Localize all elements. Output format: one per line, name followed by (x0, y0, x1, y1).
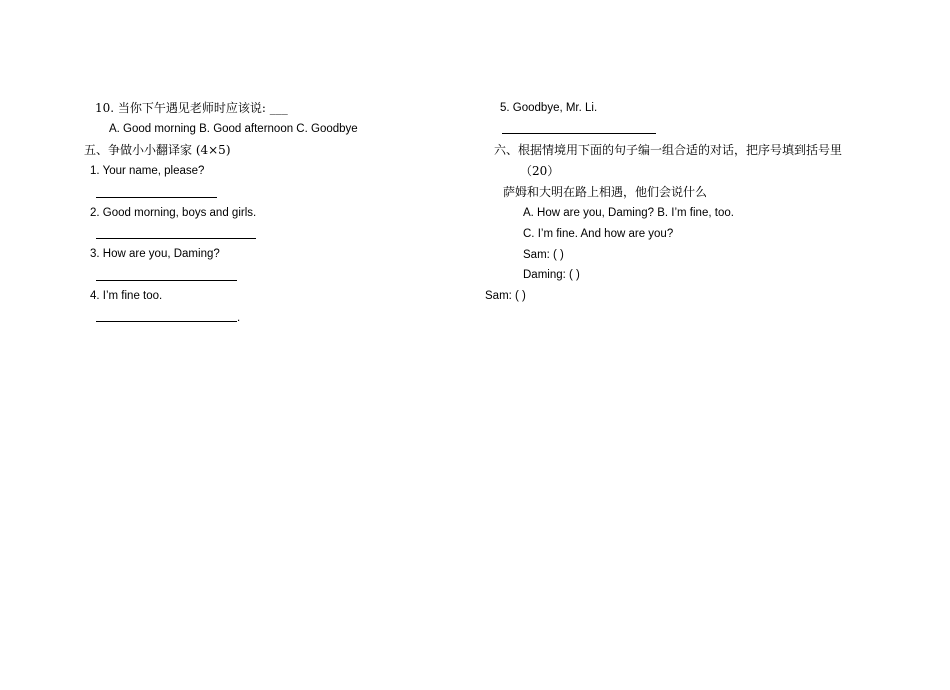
section-5-title: 五、争做小小翻译家 (4×5) (84, 143, 231, 157)
translate-item-2: 2. Good morning, boys and girls. (90, 207, 257, 219)
translate-item-1: 1. Your name, please? (90, 165, 205, 177)
dialogue-line-sam-1: Sam: ( ) (523, 249, 564, 261)
dialogue-line-sam-2: Sam: ( ) (485, 290, 526, 302)
question-10: 10. 当你下午遇见老师时应该说: ___ (95, 101, 288, 115)
answer-blank-3 (96, 280, 237, 281)
translate-item-5: 5. Goodbye, Mr. Li. (500, 102, 598, 114)
scenario-text: 萨姆和大明在路上相遇，他们会说什么 (503, 185, 708, 199)
section-6-points: （20） (520, 164, 560, 178)
answer-blank-1 (96, 197, 217, 198)
answer-blank-4 (96, 321, 237, 322)
answer-blank-5 (502, 133, 656, 134)
answer-blank-4-period: . (237, 312, 241, 324)
question-10-options: A. Good morning B. Good afternoon C. Goodbye (109, 123, 358, 135)
answer-blank-2 (96, 238, 256, 239)
translate-item-3: 3. How are you, Daming? (90, 248, 220, 260)
dialogue-line-daming: Daming: ( ) (523, 269, 580, 281)
dialogue-options-line-1: A. How are you, Daming? B. I’m fine, too. (523, 207, 734, 219)
dialogue-options-line-2: C. I’m fine. And how are you? (523, 228, 674, 240)
translate-item-4: 4. I’m fine too. (90, 290, 163, 302)
section-6-title: 六、根据情境用下面的句子编一组合适的对话，把序号填到括号里 (494, 143, 843, 157)
